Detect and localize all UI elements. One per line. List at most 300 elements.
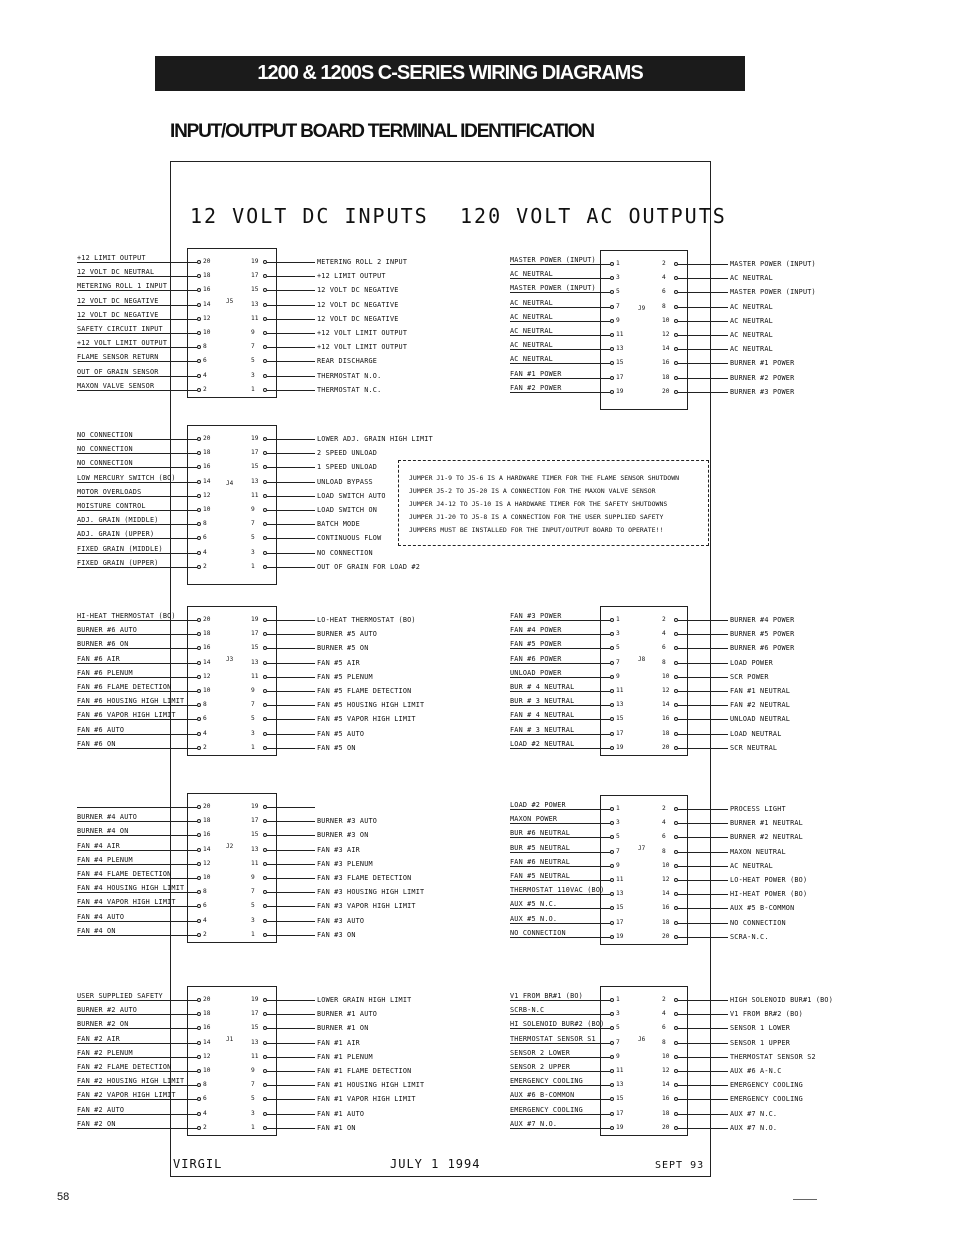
terminal-label: AC NEUTRAL (730, 345, 773, 354)
pin-dot (197, 508, 201, 512)
terminal-label: FAN #6 NEUTRAL (510, 857, 571, 866)
pin-dot (610, 1069, 614, 1073)
connector-id: J7 (638, 845, 646, 852)
pin-number: 2 (203, 385, 207, 393)
terminal-label: FAN #2 ON (77, 1119, 116, 1128)
terminal-label: HIGH SOLENOID BUR#1 (BO) (730, 996, 834, 1004)
terminal-label: AC NEUTRAL (730, 316, 773, 325)
terminal-label: AC NEUTRAL (510, 327, 553, 335)
terminal-label: FAN #5 NEUTRAL (510, 872, 571, 880)
pin-number: 10 (662, 672, 670, 680)
terminal-label: BUR #5 NEUTRAL (510, 843, 571, 852)
terminal-label: FAN #2 AIR (77, 1034, 120, 1043)
pin-number: 19 (251, 258, 259, 265)
terminal-label: FAN #6 PLENUM (77, 668, 133, 677)
pin-number: 5 (251, 715, 255, 723)
terminal-label: AC NEUTRAL (730, 302, 773, 311)
pin-dot (610, 1112, 614, 1116)
terminal-label: NO CONNECTION (77, 431, 133, 439)
wire (678, 321, 728, 322)
pin-number: 15 (616, 1095, 624, 1103)
pin-number: 14 (662, 1081, 670, 1089)
wire (267, 482, 315, 483)
pin-number: 5 (251, 902, 255, 910)
wire (77, 439, 197, 440)
wire (678, 620, 728, 621)
pin-number: 16 (203, 286, 211, 294)
footer-author: VIRGIL (173, 1157, 223, 1171)
wire (678, 1071, 728, 1072)
wire (267, 906, 315, 907)
terminal-label: +12 VOLT LIMIT OUTPUT (317, 343, 408, 352)
wire (678, 1028, 728, 1029)
pin-number: 7 (616, 1038, 620, 1046)
terminal-label: FAN #3 POWER (510, 612, 562, 620)
wire (510, 1028, 610, 1029)
terminal-label: SCRB-N.C (510, 1006, 545, 1015)
pin-number: 14 (662, 701, 670, 709)
wire (77, 835, 197, 836)
wire (267, 510, 315, 511)
pin-dot (610, 689, 614, 693)
pin-number: 12 (203, 491, 211, 499)
pin-dot (197, 805, 201, 809)
wire (510, 634, 610, 635)
pin-number: 5 (251, 534, 255, 542)
pin-number: 4 (662, 819, 666, 827)
wire (678, 852, 728, 853)
wire (510, 1114, 610, 1115)
terminal-label: FAN #5 HOUSING HIGH LIMIT (317, 701, 425, 710)
wire (77, 1071, 197, 1072)
wire (510, 663, 610, 664)
pin-number: 14 (203, 1038, 211, 1046)
pin-dot (197, 1126, 201, 1130)
terminal-label: FAN #3 FLAME DETECTION (317, 874, 412, 882)
pin-dot (610, 746, 614, 750)
pin-number: 16 (203, 463, 211, 471)
pin-number: 2 (203, 930, 207, 938)
wire (267, 567, 315, 568)
pin-dot (197, 317, 201, 321)
wire (678, 634, 728, 635)
terminal-label: FAN #2 POWER (510, 383, 562, 392)
terminal-label: AC NEUTRAL (510, 312, 553, 321)
terminal-label: MAXON VALVE SENSOR (77, 381, 155, 390)
wire (77, 734, 197, 735)
terminal-label: FAN #2 NEUTRAL (730, 701, 791, 710)
wire (267, 1071, 315, 1072)
terminal-label: V1 FROM BR#1 (BO) (510, 992, 583, 1000)
terminal-label: BURNER #1 AUTO (317, 1010, 378, 1019)
wire (510, 1057, 610, 1058)
wire (267, 467, 315, 468)
terminal-label: REAR DISCHARGE (317, 357, 378, 366)
pin-number: 19 (251, 435, 259, 442)
wire (267, 734, 315, 735)
terminal-label: FAN #2 FLAME DETECTION (77, 1063, 172, 1071)
terminal-label: NO CONNECTION (77, 459, 133, 468)
pin-number: 19 (616, 743, 624, 751)
terminal-label: MOTOR OVERLOADS (77, 487, 142, 496)
terminal-label: FAN #5 FLAME DETECTION (317, 687, 412, 695)
terminal-label: NO CONNECTION (510, 928, 566, 937)
wire (77, 1000, 197, 1001)
pin-number: 4 (203, 1109, 207, 1117)
wire (678, 392, 728, 393)
wire (77, 892, 197, 893)
pin-number: 10 (662, 861, 670, 869)
pin-number: 12 (203, 859, 211, 867)
pin-number: 14 (203, 300, 211, 308)
wire (510, 363, 610, 364)
terminal-label: BURNER #6 POWER (730, 644, 795, 653)
wire (267, 1128, 315, 1129)
terminal-label: SENSOR 1 UPPER (730, 1038, 791, 1047)
pin-number: 6 (203, 715, 207, 723)
pin-number: 13 (251, 477, 259, 485)
terminal-label: FAN #5 AIR (317, 658, 360, 667)
pin-dot (197, 480, 201, 484)
wire (678, 719, 728, 720)
pin-dot (610, 675, 614, 679)
pin-number: 3 (251, 916, 255, 924)
terminal-label: AUX #5 N.C. (510, 900, 558, 909)
pin-number: 1 (251, 743, 255, 751)
wire (77, 1014, 197, 1015)
terminal-label: 12 VOLT DC NEGATIVE (77, 296, 159, 305)
terminal-label: ADJ. GRAIN (UPPER) (77, 530, 155, 539)
terminal-label: AUX #7 N.O. (730, 1123, 778, 1132)
terminal-label: SCRA-N.C. (730, 932, 769, 941)
pin-dot (610, 878, 614, 882)
wire (77, 333, 197, 334)
wire (267, 1014, 315, 1015)
pin-number: 11 (251, 1052, 259, 1060)
pin-dot (610, 305, 614, 309)
pin-number: 14 (203, 845, 211, 853)
pin-dot (610, 998, 614, 1002)
terminal-label: FAN #3 AUTO (317, 916, 365, 925)
terminal-label: THERMOSTAT N.O. (317, 371, 382, 380)
terminal-label: FAN #4 AUTO (77, 912, 125, 921)
pin-number: 20 (203, 803, 211, 810)
pin-number: 9 (616, 316, 620, 324)
terminal-label: BURNER #1 POWER (730, 359, 795, 368)
wire (678, 1014, 728, 1015)
pin-number: 8 (662, 302, 666, 310)
wire (267, 821, 315, 822)
terminal-label: HI-HEAT THERMOSTAT (BO) (77, 612, 176, 620)
pin-number: 17 (616, 918, 624, 926)
wire (267, 1057, 315, 1058)
terminal-label: EMERGENCY COOLING (510, 1077, 583, 1086)
pin-number: 14 (662, 345, 670, 353)
terminal-label: BUR # 3 NEUTRAL (510, 697, 575, 706)
pin-number: 10 (203, 329, 211, 336)
pin-number: 12 (662, 876, 670, 883)
wire (267, 453, 315, 454)
pin-number: 4 (203, 371, 207, 379)
dc-inputs-heading: 12 VOLT DC INPUTS (190, 204, 429, 228)
terminal-label: AC NEUTRAL (730, 861, 773, 870)
wire (678, 734, 728, 735)
pin-dot (197, 919, 201, 923)
pin-number: 15 (616, 715, 624, 723)
pin-number: 10 (203, 874, 211, 881)
pin-number: 19 (616, 1123, 624, 1131)
wire (678, 809, 728, 810)
pin-number: 13 (616, 1081, 624, 1089)
wire (510, 620, 610, 621)
pin-number: 7 (616, 302, 620, 310)
pin-number: 1 (616, 616, 620, 623)
pin-number: 9 (616, 1052, 620, 1060)
terminal-label: FAN #4 ON (77, 926, 116, 935)
wire (77, 1128, 197, 1129)
pin-dot (610, 333, 614, 337)
connector-id: J2 (226, 843, 234, 850)
pin-number: 10 (203, 506, 211, 513)
wire (678, 823, 728, 824)
pin-number: 9 (251, 329, 255, 336)
terminal-label: FAN #4 POWER (510, 626, 562, 635)
pin-number: 20 (662, 932, 670, 940)
pin-number: 8 (203, 701, 207, 709)
pin-dot (197, 746, 201, 750)
pin-number: 2 (203, 1123, 207, 1131)
jumper-note-line: JUMPER J1-20 TO J5-8 IS A CONNECTION FOR THE USER SUPPLIED SAFETY (409, 513, 664, 521)
wire (267, 677, 315, 678)
terminal-label: +12 LIMIT OUTPUT (77, 254, 146, 262)
terminal-label: BUR #6 NEUTRAL (510, 829, 571, 838)
wire (267, 496, 315, 497)
terminal-label: ADJ. GRAIN (MIDDLE) (77, 516, 159, 525)
pin-dot (197, 876, 201, 880)
pin-number: 6 (662, 288, 666, 296)
wire (267, 1114, 315, 1115)
wire (77, 691, 197, 692)
pin-number: 3 (616, 819, 620, 827)
pin-dot (610, 935, 614, 939)
terminal-label: SENSOR 1 LOWER (730, 1024, 791, 1033)
connector-j9 (600, 250, 688, 410)
pin-dot (610, 376, 614, 380)
terminal-label: FAN #3 VAPOR HIGH LIMIT (317, 902, 416, 911)
pin-number: 19 (251, 996, 259, 1003)
pin-dot (197, 1041, 201, 1045)
wire (510, 677, 610, 678)
terminal-label: FAN #1 ON (317, 1123, 356, 1132)
pin-number: 16 (662, 904, 670, 912)
terminal-label: BUR # 4 NEUTRAL (510, 683, 575, 691)
wire (510, 378, 610, 379)
terminal-label: 12 VOLT DC NEGATIVE (317, 286, 399, 295)
pin-number: 15 (251, 644, 259, 652)
wire (510, 691, 610, 692)
wire (77, 906, 197, 907)
terminal-label: SCR NEUTRAL (730, 743, 778, 752)
pin-number: 10 (662, 1052, 670, 1060)
wire (77, 467, 197, 468)
wire (267, 390, 315, 391)
pin-number: 18 (203, 1010, 211, 1018)
terminal-label: HI-HEAT POWER (BO) (730, 890, 808, 899)
pin-number: 18 (662, 1109, 670, 1117)
terminal-label: AUX #7 N.C. (730, 1109, 778, 1118)
wire (267, 1099, 315, 1100)
terminal-label: FAN # 4 NEUTRAL (510, 711, 575, 720)
connector-id: J4 (226, 480, 234, 487)
pin-number: 6 (203, 534, 207, 542)
wire (77, 1114, 197, 1115)
pin-dot (610, 390, 614, 394)
pin-number: 1 (616, 260, 620, 267)
wire (77, 663, 197, 664)
pin-number: 10 (203, 687, 211, 694)
pin-dot (610, 661, 614, 665)
terminal-label: LO-HEAT POWER (BO) (730, 876, 808, 884)
terminal-label: THERMOSTAT SENSOR S2 (730, 1052, 816, 1061)
wire (77, 821, 197, 822)
wire (267, 719, 315, 720)
terminal-label: NO CONNECTION (77, 445, 133, 454)
pin-number: 13 (251, 658, 259, 666)
pin-number: 1 (616, 996, 620, 1003)
wire (77, 719, 197, 720)
terminal-label: MASTER POWER (INPUT) (730, 288, 816, 297)
wire (77, 453, 197, 454)
pin-dot (610, 618, 614, 622)
terminal-label: V1 FROM BR#2 (BO) (730, 1010, 803, 1019)
pin-number: 13 (616, 345, 624, 353)
pin-dot (197, 1069, 201, 1073)
terminal-label: LOAD POWER (730, 658, 773, 667)
wire (267, 663, 315, 664)
pin-number: 11 (251, 314, 259, 322)
pin-number: 2 (662, 996, 666, 1003)
terminal-label: EMERGENCY COOLING (730, 1081, 803, 1090)
wire (510, 321, 610, 322)
pin-number: 20 (203, 996, 211, 1003)
pin-number: 20 (203, 435, 211, 442)
pin-dot (197, 689, 201, 693)
terminal-label: FAN #4 VAPOR HIGH LIMIT (77, 898, 176, 907)
wire (77, 1043, 197, 1044)
terminal-label: FAN #1 PLENUM (317, 1052, 373, 1061)
pin-dot (197, 862, 201, 866)
terminal-label: UNLOAD NEUTRAL (730, 715, 791, 724)
terminal-label: OUT OF GRAIN FOR LOAD #2 (317, 562, 421, 571)
wire (77, 510, 197, 511)
pin-number: 11 (616, 331, 624, 338)
wire (678, 691, 728, 692)
pin-number: 16 (662, 359, 670, 367)
wire (510, 894, 610, 895)
wire (510, 734, 610, 735)
terminal-label: AUX #6 A-N.C (730, 1067, 782, 1075)
terminal-label: FAN #5 AUTO (317, 729, 365, 738)
pin-number: 17 (616, 373, 624, 381)
wire (77, 567, 197, 568)
wire (678, 705, 728, 706)
terminal-label: BURNER #5 POWER (730, 630, 795, 639)
terminal-label: FAN #6 FLAME DETECTION (77, 683, 172, 691)
wire (510, 392, 610, 393)
page-number: 58 (57, 1191, 70, 1203)
wire (77, 921, 197, 922)
wire (267, 361, 315, 362)
terminal-label: FAN #1 AIR (317, 1038, 360, 1047)
pin-number: 4 (203, 548, 207, 556)
wire (678, 363, 728, 364)
pin-number: 8 (203, 1081, 207, 1089)
pin-number: 3 (616, 1010, 620, 1018)
wire (510, 923, 610, 924)
terminal-label: AC NEUTRAL (730, 331, 773, 339)
pin-number: 20 (203, 616, 211, 623)
terminal-label: HI SOLENOID BUR#2 (BO) (510, 1020, 605, 1029)
wire (77, 361, 197, 362)
wire (77, 538, 197, 539)
terminal-label: +12 VOLT LIMIT OUTPUT (77, 339, 168, 348)
terminal-label: MAXON POWER (510, 815, 558, 824)
pin-number: 6 (662, 833, 666, 841)
wire (510, 880, 610, 881)
pin-number: 16 (662, 1095, 670, 1103)
terminal-label: FAN #4 HOUSING HIGH LIMIT (77, 884, 185, 893)
terminal-label: FAN #6 ON (77, 739, 116, 748)
wire (510, 1085, 610, 1086)
terminal-label: 12 VOLT DC NEGATIVE (77, 310, 159, 319)
wire (267, 892, 315, 893)
pin-number: 11 (251, 859, 259, 867)
wire (678, 894, 728, 895)
wire (678, 1099, 728, 1100)
wire (77, 276, 197, 277)
pin-number: 9 (251, 687, 255, 694)
pin-number: 11 (251, 491, 259, 499)
terminal-label: BURNER #2 ON (77, 1020, 129, 1029)
terminal-label: NO CONNECTION (730, 918, 786, 927)
terminal-label: BURNER #1 NEUTRAL (730, 819, 803, 828)
terminal-label: USER SUPPLIED SAFETY (77, 992, 163, 1000)
wire (678, 908, 728, 909)
wire (77, 390, 197, 391)
pin-number: 7 (251, 520, 255, 528)
jumper-note-line: JUMPER J1-9 TO J5-6 IS A HARDWARE TIMER FOR THE FLAME SENSOR SHUTDOWN (409, 474, 680, 482)
connector-id: J1 (226, 1036, 234, 1043)
pin-number: 8 (662, 847, 666, 855)
wire (267, 290, 315, 291)
terminal-label: LOAD NEUTRAL (730, 729, 782, 738)
pin-number: 15 (616, 359, 624, 367)
pin-dot (610, 1055, 614, 1059)
pin-number: 1 (251, 1123, 255, 1131)
wire (77, 305, 197, 306)
wire (510, 866, 610, 867)
pin-number: 17 (251, 449, 259, 457)
wire (678, 378, 728, 379)
terminal-label: FAN #2 HOUSING HIGH LIMIT (77, 1077, 185, 1086)
wire (267, 835, 315, 836)
terminal-label: LOWER GRAIN HIGH LIMIT (317, 996, 412, 1004)
wire (77, 524, 197, 525)
pin-number: 6 (203, 357, 207, 365)
terminal-label: FAN # 3 NEUTRAL (510, 725, 575, 734)
pin-number: 17 (251, 272, 259, 280)
pin-number: 6 (203, 902, 207, 910)
